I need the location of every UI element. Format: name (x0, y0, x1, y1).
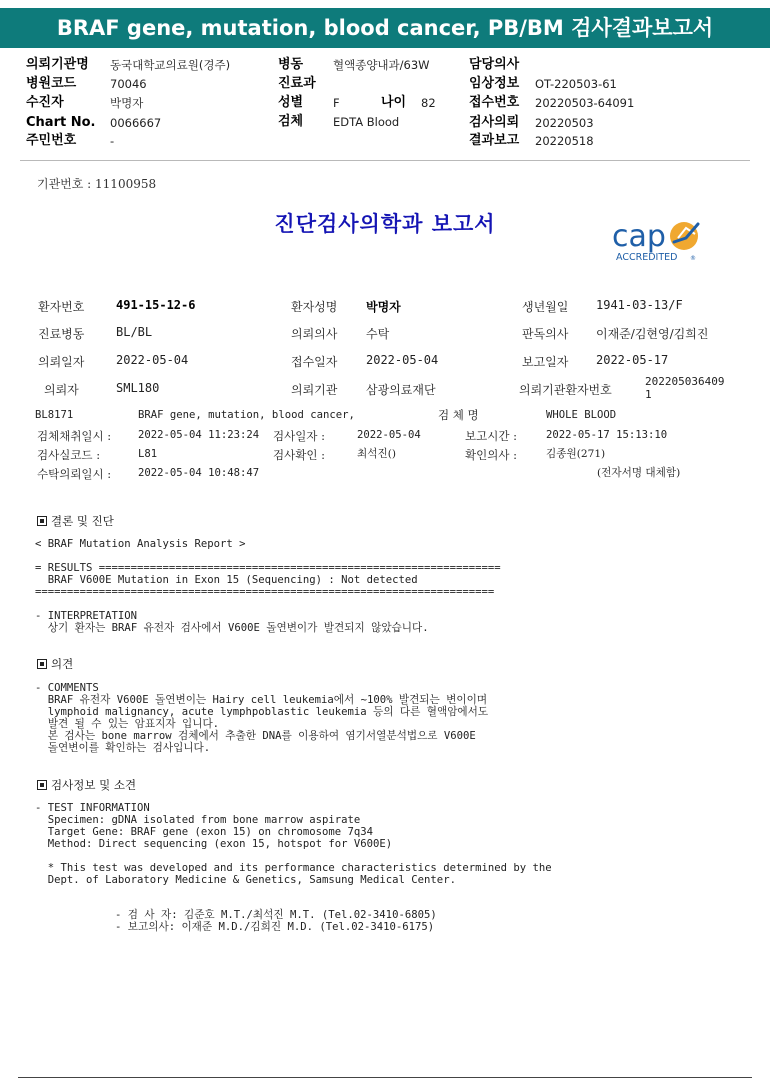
value-patient-no: 491-15-12-6 (116, 298, 196, 312)
label-recv-date: 접수일자 (291, 355, 338, 369)
note-line: * This test was developed and its performance characteristics determined by the (35, 862, 552, 874)
hdr-value-clinical-info: OT-220503-61 (535, 77, 617, 91)
signer-tester: - 검 사 자: 김준호 M.T./최석진 M.T. (Tel.02-3410-6805) (115, 909, 437, 921)
test-date-label: 검사일자 : (273, 429, 325, 443)
interpretation-heading: - INTERPRETATION (35, 610, 138, 622)
testinfo-heading-text: 검사정보 및 소견 (51, 778, 137, 792)
hdr-label-chart-no: Chart No. (26, 115, 96, 130)
hdr-label-receipt-no: 접수번호 (469, 95, 520, 110)
label-req-patient-no: 의뢰기관환자번호 (519, 383, 612, 397)
value-requester: SML180 (116, 381, 160, 395)
confirm-doctor-label: 확인의사 : (465, 448, 517, 462)
hdr-value-age: 82 (421, 96, 436, 110)
testinfo-line: Specimen: gDNA isolated from bone marrow aspirate (35, 814, 361, 826)
label-dob: 생년월일 (522, 300, 569, 314)
hdr-value-ward: 혈액종양내과/63W (333, 58, 430, 72)
value-req-date: 2022-05-04 (116, 353, 189, 367)
label-patient-no: 환자번호 (38, 300, 85, 314)
results-text: BRAF V600E Mutation in Exon 15 (Sequencing) : Not detected (35, 574, 418, 586)
hdr-value-result-report: 20220518 (535, 134, 594, 148)
consign-value: 2022-05-04 10:48:47 (138, 467, 260, 479)
report-banner-title: BRAF gene, mutation, blood cancer, PB/BM 검사결과보고서 (0, 8, 770, 48)
testinfo-line: Method: Direct sequencing (exon 15, hotspot for V600E) (35, 838, 393, 850)
specimen-value: WHOLE BLOOD (546, 409, 617, 421)
institution-number: 기관번호 : 11100958 (37, 177, 157, 191)
hdr-value-institution: 동국대학교의료원(경주) (110, 58, 231, 72)
footer-divider (18, 1077, 752, 1078)
conclusion-heading-text: 결론 및 진단 (51, 514, 114, 528)
comments-line: 돌연변이를 확인하는 검사입니다. (35, 742, 211, 754)
comments-line: BRAF 유전자 V600E 돌연변이는 Hairy cell leukemia에서 ~100% 발견되는 변이이며 (35, 694, 488, 706)
section-square-icon (37, 516, 47, 526)
opinion-heading (37, 656, 73, 672)
report-title: 진단검사의학과 보고서 (274, 211, 496, 236)
value-patient-name: 박명자 (366, 300, 401, 314)
specimen-label: 검 체 명 (438, 408, 479, 422)
hdr-value-sex: F (333, 96, 340, 110)
testinfo-heading (37, 777, 136, 793)
value-report-date: 2022-05-17 (596, 353, 669, 367)
test-name: BRAF gene, mutation, blood cancer, (138, 409, 355, 421)
hdr-value-test-request: 20220503 (535, 116, 594, 130)
room-label: 검사실코드 : (37, 448, 101, 462)
label-report-date: 보고일자 (522, 355, 569, 369)
hdr-label-result-report: 결과보고 (469, 133, 520, 148)
label-req-institution: 의뢰기관 (291, 383, 338, 397)
value-reader: 이재준/김현영/김희진 (596, 327, 709, 341)
hdr-value-hospital-code: 70046 (110, 77, 147, 91)
hdr-label-sex: 성별 (278, 95, 304, 110)
hdr-value-resident-no: - (110, 134, 115, 148)
consign-label: 수탁의뢰일시 : (37, 467, 112, 481)
hdr-label-department: 진료과 (278, 76, 316, 91)
interpretation-text: 상기 환자는 BRAF 유전자 검사에서 V600E 돌연변이가 발견되지 않았습니다. (35, 622, 429, 634)
report-name: < BRAF Mutation Analysis Report > (35, 538, 246, 550)
cap-logo-icon (608, 214, 720, 266)
conclusion-heading (37, 513, 114, 529)
comments-line: 본 검사는 bone marrow 검체에서 추출한 DNA를 이용하여 염기서열분석법으로 V600E (35, 730, 476, 742)
value-req-institution: 삼광의료재단 (366, 383, 436, 397)
hdr-label-ward: 병동 (278, 57, 304, 72)
value-req-patient-no-line1: 202205036409 (645, 375, 725, 388)
comments-heading: - COMMENTS (35, 682, 99, 694)
opinion-heading-text: 의견 (51, 657, 74, 671)
testinfo-title: - TEST INFORMATION (35, 802, 150, 814)
report-time-label: 보고시간 : (465, 429, 517, 443)
results-end-line: ======================================================================== (35, 586, 495, 598)
hdr-value-patient: 박명자 (110, 96, 144, 110)
test-date-value: 2022-05-04 (357, 429, 421, 441)
room-value: L81 (138, 448, 158, 460)
label-req-doctor: 의뢰의사 (291, 327, 338, 341)
hdr-label-resident-no: 주민번호 (26, 133, 77, 148)
test-code: BL8171 (35, 409, 74, 421)
hdr-label-age: 나이 (381, 95, 407, 110)
value-req-patient-no-line2: 1 (645, 388, 652, 401)
hdr-label-hospital-code: 병원코드 (26, 76, 77, 91)
label-patient-name: 환자성명 (291, 300, 338, 314)
label-reader: 판독의사 (522, 327, 569, 341)
confirm-doctor-value: 김종원(271) (546, 448, 606, 460)
cap-accredited-logo (608, 214, 720, 266)
value-dob: 1941-03-13/F (596, 298, 683, 312)
hdr-label-institution: 의뢰기관명 (26, 57, 89, 72)
collect-label: 검체채취일시 : (37, 429, 112, 443)
cap-logo-text: cap (612, 219, 666, 254)
comments-line: lymphoid malignancy, acute lymphpoblastic leukemia 등의 다른 혈액암에서도 (35, 706, 489, 718)
signer-reporter: - 보고의사: 이재준 M.D./김희진 M.D. (Tel.02-3410-6175) (115, 921, 435, 933)
report-time-value: 2022-05-17 15:13:10 (546, 429, 668, 441)
hdr-label-specimen: 검체 (278, 114, 304, 129)
hdr-value-chart-no: 0066667 (110, 116, 162, 130)
confirm-value: 최석진() (357, 448, 396, 460)
label-req-date: 의뢰일자 (38, 355, 85, 369)
hdr-label-clinical-info: 임상정보 (469, 76, 520, 91)
hdr-value-receipt-no: 20220503-64091 (535, 96, 635, 110)
hdr-label-patient: 수진자 (26, 95, 64, 110)
section-square-icon (37, 659, 47, 669)
hdr-value-specimen: EDTA Blood (333, 115, 400, 129)
testinfo-line: Target Gene: BRAF gene (exon 15) on chromosome 7q34 (35, 826, 374, 838)
results-line: = RESULTS =============================================================== (35, 562, 501, 574)
cap-registered-mark: ® (690, 255, 696, 262)
value-recv-date: 2022-05-04 (366, 353, 439, 367)
header-divider (20, 160, 750, 161)
section-square-icon (37, 780, 47, 790)
confirm-label: 검사확인 : (273, 448, 325, 462)
label-requester: 의뢰자 (44, 383, 79, 397)
value-ward: BL/BL (116, 325, 153, 339)
label-ward: 진료병동 (38, 327, 85, 341)
comments-line: 발견 될 수 있는 암표지자 입니다. (35, 718, 220, 730)
esign-note: (전자서명 대체함) (597, 467, 681, 479)
hdr-label-physician: 담당의사 (469, 57, 520, 72)
collect-value: 2022-05-04 11:23:24 (138, 429, 260, 441)
hdr-label-test-request: 검사의뢰 (469, 115, 520, 130)
value-req-doctor: 수탁 (366, 327, 390, 341)
note-line: Dept. of Laboratory Medicine & Genetics, Samsung Medical Center. (35, 874, 456, 886)
cap-accredited-text: ACCREDITED (616, 252, 678, 263)
